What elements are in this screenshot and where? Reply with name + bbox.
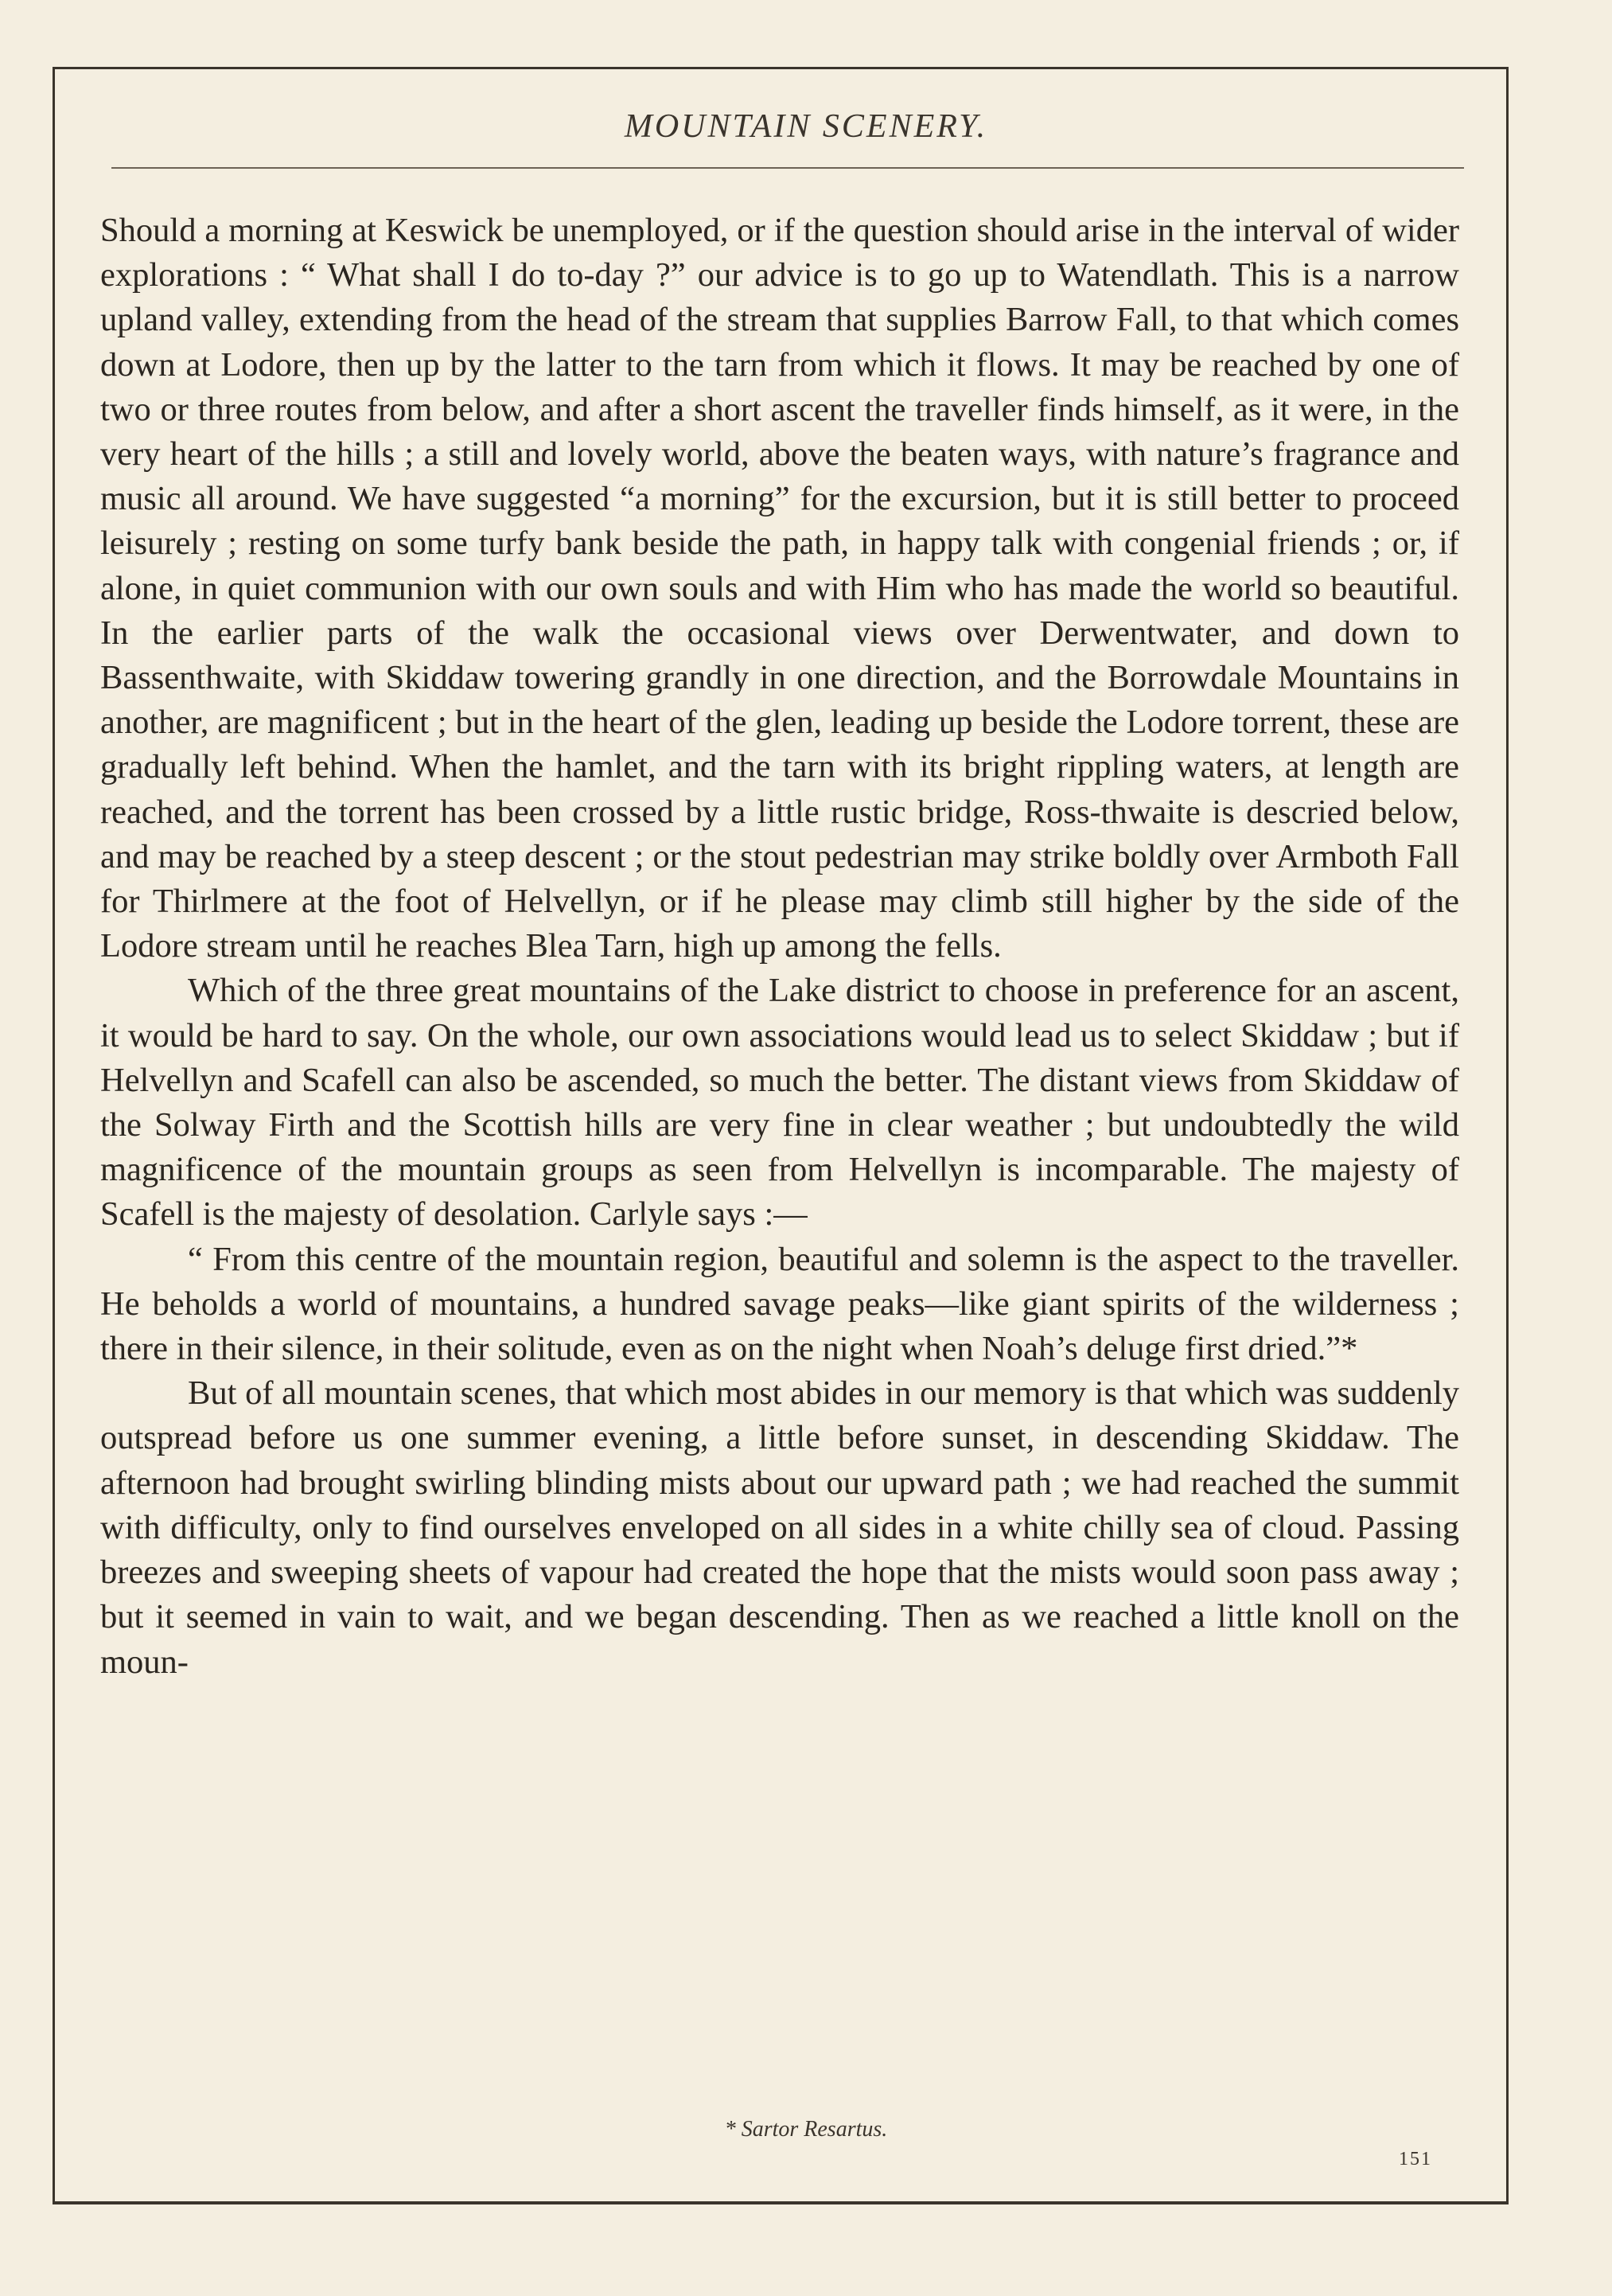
- body-text: [100, 209, 1459, 1685]
- frame-top-rule: [53, 67, 1509, 69]
- paragraph-4: But of all mountain scenes, that which most abides in our memory is that which was suddenly outspread before us one summer evening, a little before sunset, in descending Skiddaw. The afternoon had brought swirling blinding mists about our upward path ; we had reached the summit with difficulty, only to find ourselves enveloped on all sides in a white chilly sea of cloud. Passing breezes and sweeping sheets of vapour had created the hope that the mists would soon pass away ; but it seemed in vain to wait, and we began descending. Then as we reached a little knoll on the moun-: [100, 1374, 1459, 1681]
- paragraph-3-quotation: “ From this centre of the mountain region, beautiful and solemn is the aspect to the traveller. He beholds a world of mountains, a hundred savage peaks—like giant spirits of the wilderness ; there in their silence, in their solitude, even as on the night when Noah’s deluge first dried.”*: [100, 1240, 1459, 1368]
- paragraph-1: Should a morning at Keswick be unemployed, or if the question should arise in the interval of wider explorations : “ What shall I do to-day ?” our advice is to go up to Watendlath. This is a narrow upland valley, extending from the head of the stream that supplies Barrow Fall, to that which comes down at Lodore, then up by the latter to the tarn from which it flows. It may be reached by one of two or three routes from below, and after a short ascent the traveller finds himself, as it were, in the very heart of the hills ; a still and lovely world, above the beaten ways, with nature’s fragrance and music all around. We have suggested “a morning” for the excursion, but it is still better to proceed leisurely ; resting on some turfy bank beside the path, in happy talk with congenial friends ; or, if alone, in quiet communion with our own souls and with Him who has made the world so beautiful. In the earlier parts of the walk the occasional views over Derwentwater, and down to Bassenthwaite, with Skiddaw towering grandly in one direction, and the Borrowdale Mountains in another, are magnificent ; but in the heart of the glen, leading up beside the Lodore torrent, these are gradually left behind. When the hamlet, and the tarn with its bright rippling waters, at length are reached, and the torrent has been crossed by a little rustic bridge, Ross-thwaite is descried below, and may be reached by a steep descent ; or the stout pedestrian may strike boldly over Armboth Fall for Thirlmere at the foot of Helvellyn, or if he please may climb still higher by the side of the Lodore stream until he reaches Blea Tarn, high up among the fells.: [100, 212, 1459, 965]
- frame-right-rule: [1506, 67, 1509, 2204]
- paragraph-2: Which of the three great mountains of the Lake district to choose in preference for an ascent, it would be hard to say. On the whole, our own associations would lead us to select Skiddaw ; but if Helvellyn and Scafell can also be ascended, so much the better. The distant views from Skiddaw of the Solway Firth and the Scottish hills are very fine in clear weather ; but undoubtedly the wild magnificence of the mountain groups as seen from Helvellyn is incomparable. The majesty of Scafell is the majesty of desolation. Carlyle says :—: [100, 972, 1459, 1234]
- header-rule: [111, 167, 1464, 169]
- page-number: 151: [1399, 2149, 1432, 2169]
- running-head: MOUNTAIN SCENERY.: [624, 108, 988, 145]
- frame-bottom-rule: [53, 2201, 1509, 2204]
- footnote: * Sartor Resartus.: [724, 2117, 888, 2142]
- frame-left-rule: [53, 67, 55, 2204]
